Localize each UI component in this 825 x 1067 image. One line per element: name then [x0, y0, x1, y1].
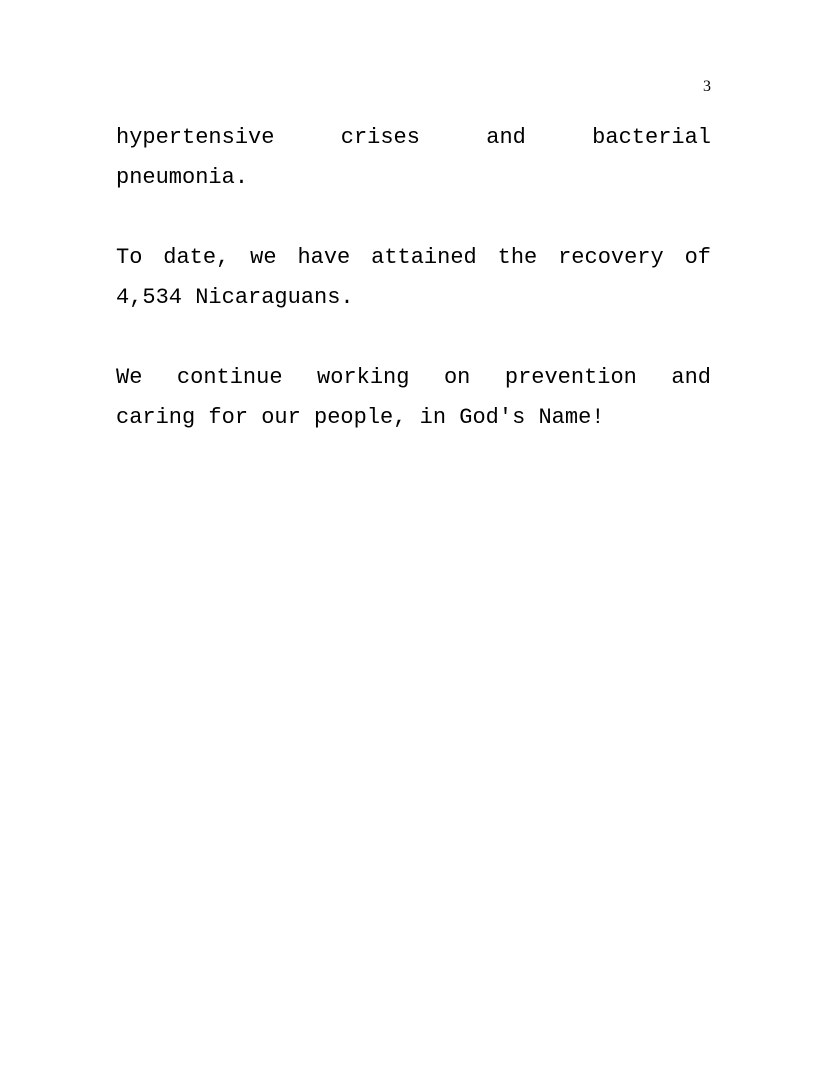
paragraph-closing [116, 358, 711, 438]
paragraph-line: hypertensive crises and bacterial [116, 125, 711, 150]
paragraph-line: pneumonia. [116, 165, 249, 190]
paragraph-line: We continue working on prevention and [116, 365, 711, 390]
paragraph-line: To date, we have attained the recovery of [116, 245, 711, 270]
document-body [116, 118, 711, 478]
page-number: 3 [703, 78, 711, 95]
paragraph-recovery [116, 238, 711, 318]
paragraph-line: 4,534 Nicaraguans. [116, 285, 354, 310]
paragraph-line: caring for our people, in God's Name! [116, 405, 605, 430]
paragraph-conditions [116, 118, 711, 198]
